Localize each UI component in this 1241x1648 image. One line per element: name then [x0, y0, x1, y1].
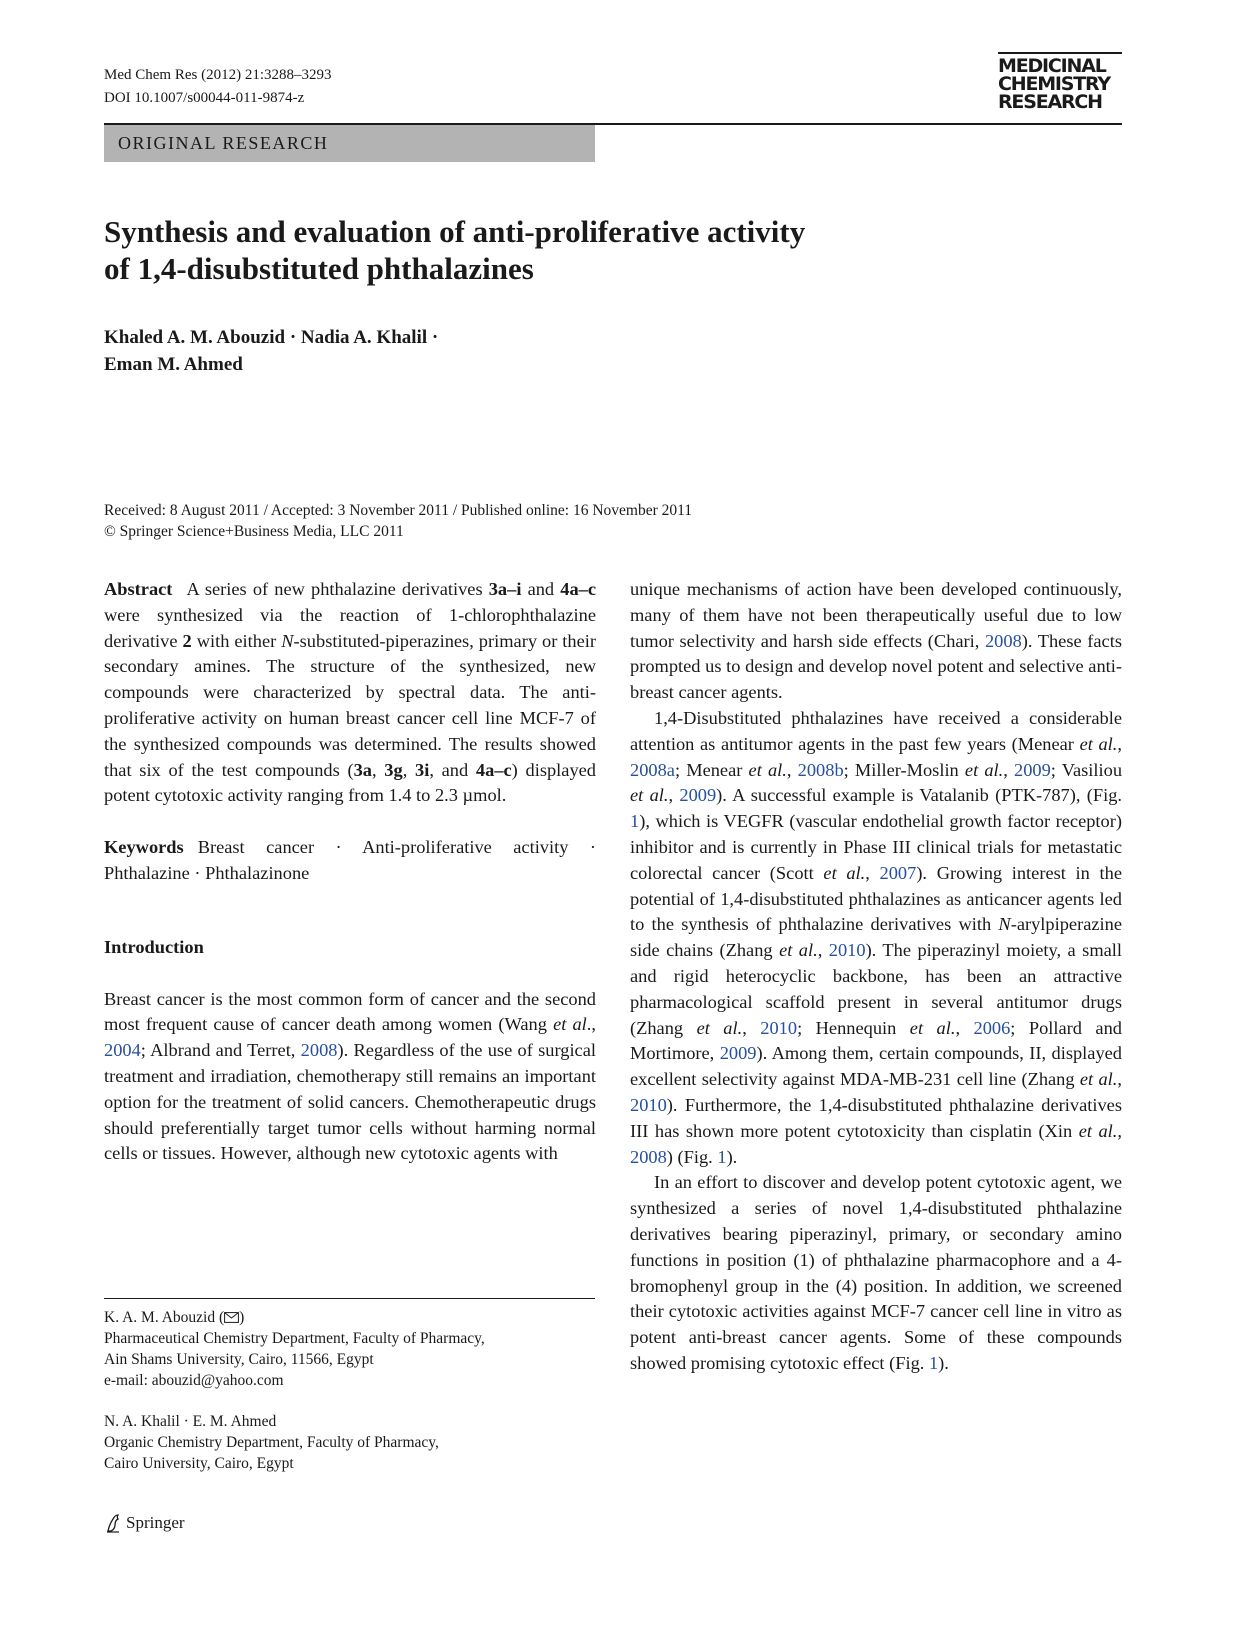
springer-horse-icon [104, 1513, 122, 1533]
journal-reference: Med Chem Res (2012) 21:3288–3293 [104, 67, 332, 83]
section-heading-introduction: Introduction [104, 936, 204, 957]
italic-n: N [998, 914, 1011, 935]
compound-ref: 3a [353, 759, 372, 780]
body-text: ) (Fig. [666, 1146, 718, 1167]
italic-n: N [281, 630, 294, 651]
figure-link[interactable]: 1 [928, 1352, 939, 1373]
figure-link[interactable]: 1 [717, 1146, 727, 1167]
body-text: ). A successful example is Vatalanib (PTK-787), (Fig. [716, 785, 1122, 806]
history-line: Received: 8 August 2011 / Accepted: 3 November 2011 / Published online: 16 November 2011 [104, 502, 693, 519]
citation-link[interactable]: 2006 [973, 1017, 1011, 1038]
citation-link[interactable]: 2008 [984, 630, 1022, 651]
author-2: Nadia A. Khalil [300, 327, 428, 348]
compound-ref: 3a–i [488, 579, 522, 599]
body-text: ). The piperazinyl moiety, a small and rigid heterocyclic backbone, has been an attractive pharmacological scaffold present in several antitumor drugs (Zhang [630, 940, 1123, 1038]
figure-link[interactable]: 1 [630, 811, 640, 832]
footnote-affiliation: Pharmaceutical Chemistry Department, Faculty of Pharmacy, [104, 1330, 485, 1347]
citation-link[interactable]: 2008b [797, 759, 844, 780]
section-band [104, 125, 595, 162]
abstract-label: Abstract [104, 579, 173, 599]
intro-text: Breast cancer is the most common form of cancer and the second most frequent cause of cancer death among women (Wang [104, 988, 596, 1035]
citation-link[interactable]: 2010 [630, 1094, 667, 1115]
footnote-email: e-mail: abouzid@yahoo.com [104, 1372, 284, 1389]
compound-ref: 3g [384, 759, 403, 780]
body-text: ). Growing interest in the potential of 1,4-disubstituted phthalazines as anticancer agents led to the synthesis of phthalazine derivatives with [630, 862, 1122, 935]
abstract-text: -substituted-piperazines, primary or their secondary amines. The structure of the synthesized, new compounds were characterized by spectral data. The anti-proliferative activity on human breast cancer cell line MCF-7 of the synthesized compounds was determined. The results showed that six of the test compounds ( [104, 630, 597, 780]
envelope-icon [224, 1312, 239, 1323]
body-text: -arylpiperazine side chains (Zhang [630, 914, 1122, 961]
citation-link[interactable]: 2009 [1014, 759, 1051, 780]
body-text: 1,4-Disubstituted phthalazines have received a considerable attention as antitumor agents in the past few years (Menear [630, 707, 1122, 754]
intro-text: ; Albrand and Terret, [140, 1040, 301, 1061]
body-text: ). Among them, certain compounds, II, displayed excellent selectivity against MDA-MB-231 cell line (Zhang [630, 1043, 1122, 1090]
footnote-author: ) [239, 1309, 245, 1326]
compound-ref: 4a–c [560, 579, 596, 599]
author-list [104, 324, 704, 378]
abstract-text: , [371, 759, 385, 780]
et-al: et al. [779, 940, 818, 961]
body-text: ; Vasiliou [1050, 759, 1123, 780]
footnote-affiliation: Cairo University, Cairo, Egypt [104, 1455, 294, 1472]
keywords-label: Keywords [104, 837, 184, 858]
right-paragraph-1 [630, 577, 1122, 706]
logo-line-2: CHEMISTRY [998, 73, 1110, 95]
et-al: et al. [1078, 1120, 1118, 1141]
body-text: In an effort to discover and develop potent cytotoxic agent, we synthesized a series of novel 1,4-disubstituted phthalazine derivatives bearing piperazinyl, primary, or secondary amino functions in position (1) of phthalazine pharmacophore and a 4-bromophenyl group in the (4) position. In addition, we screened their cytotoxic activities against MCF-7 cancer cell line in vitro as potent anti-breast cancer agents. Some of these compounds showed promising cytotoxic effect (Fig. [630, 1172, 1122, 1373]
body-text: ). [726, 1146, 738, 1167]
copyright-line: © Springer Science+Business Media, LLC 2011 [104, 523, 404, 540]
citation-link[interactable]: 2008 [300, 1040, 338, 1061]
journal-header [104, 64, 331, 110]
citation-link[interactable]: 2004 [104, 1040, 141, 1061]
et-al: et al. [630, 785, 669, 806]
doi: DOI 10.1007/s00044-011-9874-z [104, 90, 305, 106]
et-al: et al. [823, 862, 866, 883]
author-separator: · [427, 327, 439, 348]
keywords-text: Breast cancer · Anti-proliferative activity · Phthalazine · Phthalazinone [104, 837, 596, 883]
section-label: ORIGINAL RESEARCH [118, 133, 329, 153]
body-text: ; Hennequin [797, 1017, 910, 1038]
logo-line-3: RESEARCH [998, 91, 1102, 113]
body-text: ). [938, 1352, 949, 1373]
footnote-affiliation: Ain Shams University, Cairo, 11566, Egypt [104, 1351, 374, 1368]
body-text: ). Furthermore, the 1,4-disubstituted phthalazine derivatives III has shown more potent cytotoxicity than cisplatin (Xin [630, 1094, 1122, 1141]
et-al: et al. [909, 1017, 956, 1038]
journal-logo [998, 52, 1122, 111]
abstract [104, 577, 596, 809]
citation-link[interactable]: 2009 [679, 785, 717, 806]
et-al: et al [553, 1014, 587, 1035]
abstract-text: ) displayed potent cytotoxic activity ranging from 1.4 to 2.3 µmol. [104, 759, 596, 806]
logo-rule [998, 52, 1122, 54]
citation-link[interactable]: 2008 [630, 1146, 667, 1167]
footnote-author: K. A. M. Abouzid ( [104, 1309, 225, 1326]
intro-text: ). Regardless of the use of surgical treatment and irradiation, chemotherapy still remains an important option for the treatment of solid cancers. Chemotherapeutic drugs should preferentially target tumor cells without harming normal cells or tissues. However, although new cytotoxic agents with [104, 1040, 596, 1164]
footnote-rule [104, 1298, 595, 1299]
abstract-text: , [402, 759, 416, 780]
citation-link[interactable]: 2007 [879, 862, 917, 883]
right-paragraph-3 [630, 1170, 1122, 1376]
abstract-text: , and [429, 759, 476, 780]
citation-link[interactable]: 2010 [828, 940, 866, 961]
body-text: ; Miller-Moslin [843, 759, 965, 780]
footnote-coauthors [104, 1411, 604, 1474]
author-1: Khaled A. M. Abouzid [104, 327, 286, 348]
title-line-1: Synthesis and evaluation of anti-proliferative activity [104, 214, 806, 249]
body-text: unique mechanisms of action have been developed continuously, many of them have not been therapeutically useful due to low tumor selectivity and harsh side effects (Chari, [630, 579, 1122, 651]
abstract-text: and [521, 579, 561, 599]
abstract-text: were synthesized via the reaction of 1-chlorophthalazine derivative [104, 604, 596, 651]
abstract-text: with either [191, 630, 282, 651]
right-paragraph-2: 1,4-Disubstituted phthalazines have received a considerable attention as antitumor agents in the past few years (Menear et al., 2008a; Menear et al., 2008b; Miller-Moslin et al., 2009; Vasiliou et al., 2009). A successful example is Vatalanib (PTK-787), (Fig. 1), which is VEGFR (vascular endothelial growth factor receptor) inhibitor and is currently in Phase III clinical trials for metastatic colorectal cancer (Scott et al., 2007). Growing interest in the potential of 1,4-disubstituted phthalazines as anticancer agents led to the synthesis of phthalazine derivatives with N-arylpiperazine side chains (Zhang et al., 2010). The piperazinyl moiety, a small and rigid heterocyclic backbone, has been an attractive pharmacological scaffold present in several antitumor drugs (Zhang et al., 2010; Hennequin et al., 2006; Pollard and Mortimore, 2009). Among them, certain compounds, II, displayed excellent selectivity against MDA-MB-231 cell line (Zhang et al., 2010). Furthermore, the 1,4-disubstituted phthalazine derivatives III has shown more potent cytotoxicity than cisplatin (Xin et al., 2008) (Fig. 1). [630, 707, 1123, 1167]
et-al: et al. [1079, 1069, 1118, 1090]
citation-link[interactable]: 2010 [760, 1017, 798, 1038]
citation-link[interactable]: 2008a [630, 759, 675, 780]
keywords [104, 835, 596, 887]
abstract-text: A series of new phthalazine derivatives [186, 579, 489, 599]
compound-ref: 3i [415, 759, 430, 780]
footnote-author: N. A. Khalil · E. M. Ahmed [104, 1413, 277, 1430]
right-column [630, 577, 1122, 1377]
et-al: et al. [748, 759, 787, 780]
body-text: ), which is VEGFR (vascular endothelial growth factor receptor) inhibitor and is currently in Phase III clinical trials for metastatic colorectal cancer (Scott [630, 811, 1122, 883]
logo-line-1: MEDICINAL [998, 55, 1106, 77]
citation-link[interactable]: 2009 [719, 1043, 757, 1064]
body-text: ; Pollard and Mortimore, [630, 1017, 1122, 1064]
body-text: ). These facts prompted us to design and develop novel potent and selective anti-breast cancer agents. [630, 630, 1122, 703]
publication-dates [104, 500, 1004, 542]
author-separator: · [285, 327, 301, 348]
compound-ref: 2 [182, 630, 192, 651]
compound-ref: 4a–c [475, 759, 512, 780]
et-al: et al. [964, 759, 1004, 780]
author-3: Eman M. Ahmed [104, 354, 243, 375]
et-al: et al. [696, 1017, 743, 1038]
article-title [104, 213, 1004, 287]
footnote-affiliation: Organic Chemistry Department, Faculty of Pharmacy, [104, 1434, 439, 1451]
title-line-2: of 1,4-disubstituted phthalazines [104, 251, 534, 286]
publisher-name: Springer [126, 1513, 185, 1532]
et-al: et al. [1079, 733, 1118, 754]
body-text: ; Menear [674, 759, 749, 780]
intro-paragraph [104, 987, 596, 1168]
left-column [104, 577, 596, 1167]
intro-text: ., [586, 1014, 596, 1035]
page-footer [104, 1513, 185, 1533]
footnote-corresponding-author [104, 1307, 604, 1391]
